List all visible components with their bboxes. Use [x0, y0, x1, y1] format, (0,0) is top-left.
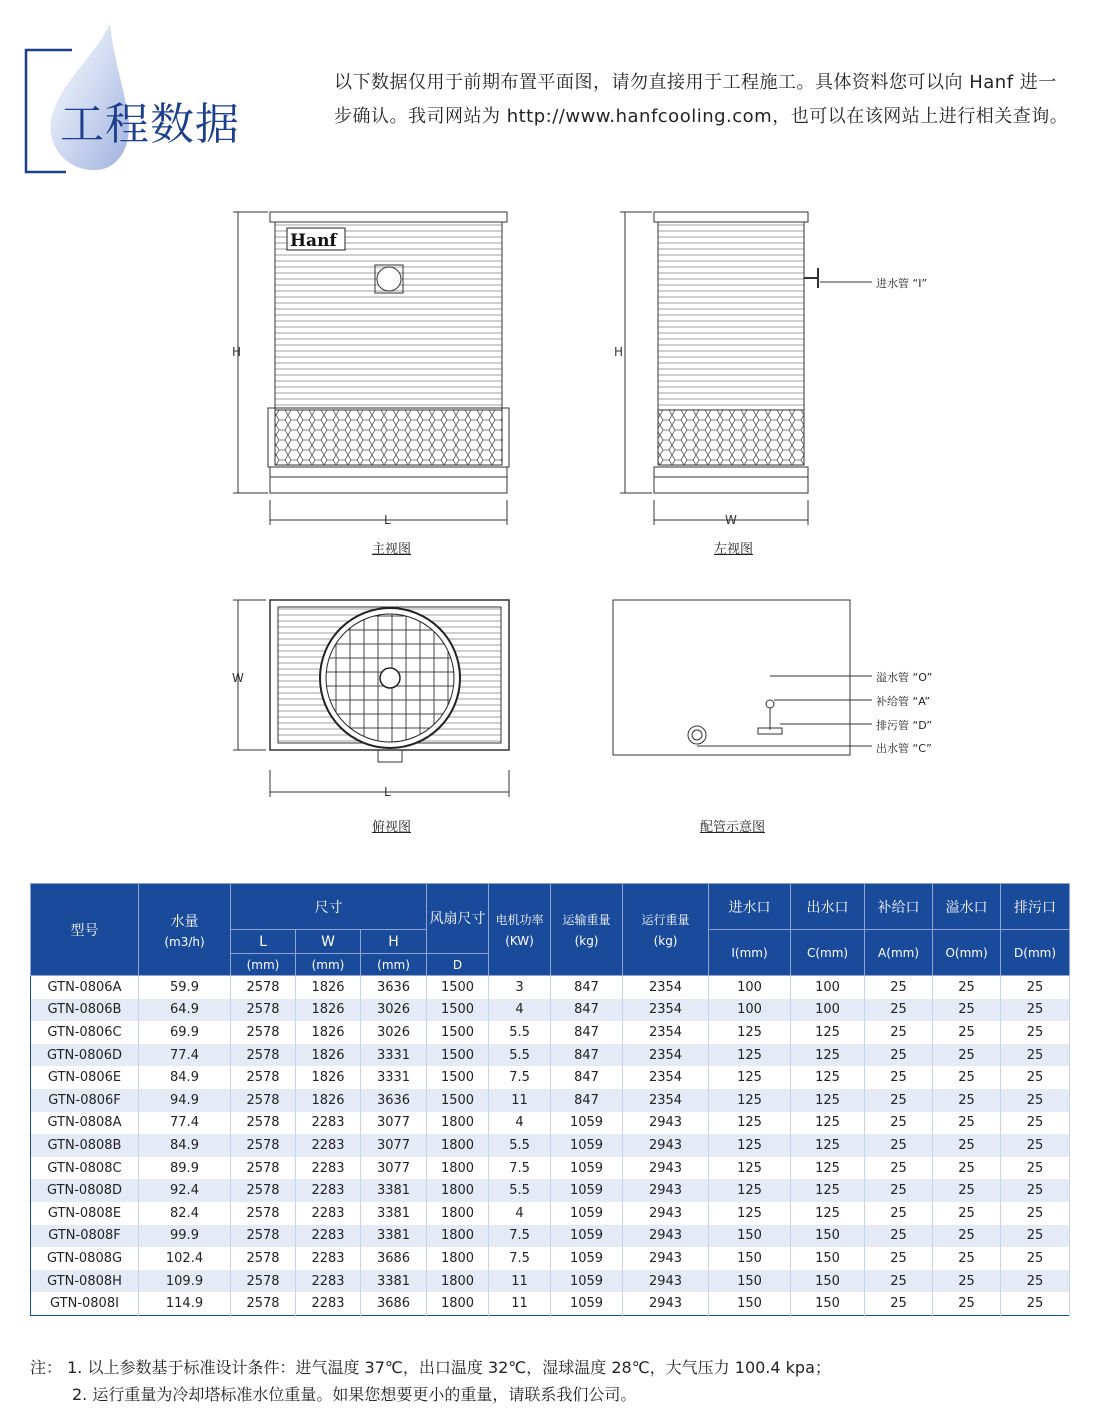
header-makeup-unit: A(mm): [865, 930, 933, 976]
table-cell: 4: [489, 1112, 551, 1135]
table-cell: 125: [709, 1112, 791, 1135]
table-cell: 25: [933, 1202, 1001, 1225]
table-cell: 125: [709, 1134, 791, 1157]
table-cell: 2283: [296, 1247, 361, 1270]
table-cell: 25: [865, 1044, 933, 1067]
notes: [30, 1354, 831, 1408]
table-row: [31, 1089, 1070, 1112]
table-cell: 125: [709, 1044, 791, 1067]
table-cell: 25: [1001, 1066, 1070, 1089]
note-2: 2. 运行重量为冷却塔标准水位重量。如果您想要更小的重量，请联系我们公司。: [72, 1385, 637, 1404]
table-cell: 69.9: [139, 1021, 231, 1044]
table-cell: 1059: [551, 1225, 623, 1248]
table-cell: 2283: [296, 1134, 361, 1157]
table-cell: 1826: [296, 1021, 361, 1044]
header-drain-unit: D(mm): [1001, 930, 1070, 976]
table-cell: 25: [865, 1089, 933, 1112]
table-cell: 1059: [551, 1202, 623, 1225]
header-inlet-unit: I(mm): [709, 930, 791, 976]
header-size: 尺寸: [231, 884, 427, 930]
drawings-svg: [0, 190, 1098, 850]
table-cell: 25: [933, 1066, 1001, 1089]
table-cell: 7.5: [489, 1225, 551, 1248]
table-row: [31, 1247, 1070, 1270]
table-cell: 114.9: [139, 1292, 231, 1315]
dim-l-front: L: [384, 513, 391, 527]
table-cell: 1059: [551, 1134, 623, 1157]
header-model: 型号: [31, 884, 139, 976]
table-cell: 25: [1001, 1292, 1070, 1315]
table-cell: 3077: [361, 1157, 427, 1180]
table-cell: 25: [1001, 1089, 1070, 1112]
table-cell: 3636: [361, 1089, 427, 1112]
table-cell: 11: [489, 1089, 551, 1112]
table-cell: 2943: [623, 1134, 709, 1157]
table-cell: 2943: [623, 1225, 709, 1248]
table-cell: GTN-0806F: [31, 1089, 139, 1112]
table-cell: 1800: [427, 1112, 489, 1135]
table-cell: 59.9: [139, 976, 231, 999]
table-cell: 1059: [551, 1157, 623, 1180]
table-cell: 2578: [231, 999, 296, 1022]
table-cell: 2578: [231, 1021, 296, 1044]
table-cell: 25: [865, 1134, 933, 1157]
spec-table: [30, 883, 1070, 1316]
table-cell: 82.4: [139, 1202, 231, 1225]
table-cell: 25: [1001, 1247, 1070, 1270]
brand-logo: Hanf: [290, 231, 337, 251]
table-cell: 1800: [427, 1134, 489, 1157]
table-row: [31, 1179, 1070, 1202]
table-cell: 1800: [427, 1247, 489, 1270]
table-cell: 2943: [623, 1179, 709, 1202]
header-l-unit: (mm): [231, 954, 296, 976]
outlet-pipe-label: 出水管 “C”: [876, 742, 932, 755]
table-cell: 1826: [296, 1089, 361, 1112]
table-cell: 3026: [361, 999, 427, 1022]
table-cell: 1059: [551, 1179, 623, 1202]
table-cell: 125: [791, 1044, 865, 1067]
table-cell: 3077: [361, 1112, 427, 1135]
technical-drawings: [0, 190, 1098, 850]
table-cell: 2578: [231, 976, 296, 999]
table-cell: GTN-0808C: [31, 1157, 139, 1180]
header-motor-label: 电机功率: [495, 913, 544, 927]
table-cell: 1800: [427, 1292, 489, 1315]
table-cell: 1800: [427, 1202, 489, 1225]
table-cell: 150: [791, 1247, 865, 1270]
spec-table-body: [31, 976, 1070, 1316]
table-cell: 77.4: [139, 1044, 231, 1067]
table-cell: 1059: [551, 1247, 623, 1270]
table-cell: 84.9: [139, 1134, 231, 1157]
table-cell: 150: [791, 1225, 865, 1248]
left-view: [620, 212, 872, 525]
table-cell: 102.4: [139, 1247, 231, 1270]
table-row: [31, 1021, 1070, 1044]
header-h: H: [361, 930, 427, 954]
left-view-label: 左视图: [714, 542, 754, 557]
table-cell: 125: [791, 1157, 865, 1180]
header-h-unit: (mm): [361, 954, 427, 976]
table-cell: 25: [933, 1157, 1001, 1180]
header-fan-d-label: D: [452, 957, 463, 972]
top-view: [233, 600, 509, 797]
note-1: 注： 1. 以上参数基于标准设计条件：进气温度 37℃，出口温度 32℃，湿球温度 28℃，大气压力 100.4 kpa；: [30, 1358, 831, 1377]
table-cell: 25: [933, 1044, 1001, 1067]
table-cell: 125: [791, 1089, 865, 1112]
table-cell: 5.5: [489, 1021, 551, 1044]
table-cell: 25: [865, 999, 933, 1022]
table-row: [31, 1112, 1070, 1135]
table-cell: 1800: [427, 1179, 489, 1202]
table-row: [31, 999, 1070, 1022]
table-cell: 847: [551, 1089, 623, 1112]
table-cell: 125: [709, 1021, 791, 1044]
table-cell: 125: [709, 1066, 791, 1089]
table-cell: 3381: [361, 1270, 427, 1293]
table-cell: 125: [791, 1179, 865, 1202]
table-cell: 847: [551, 1021, 623, 1044]
table-cell: 3331: [361, 1066, 427, 1089]
header-w-unit: (mm): [296, 954, 361, 976]
table-cell: 150: [791, 1292, 865, 1315]
header-motor-unit: (KW): [505, 934, 534, 948]
table-cell: 125: [791, 1066, 865, 1089]
table-cell: 847: [551, 999, 623, 1022]
table-cell: 25: [933, 1247, 1001, 1270]
table-cell: 150: [709, 1270, 791, 1293]
table-cell: 25: [865, 976, 933, 999]
table-cell: GTN-0808E: [31, 1202, 139, 1225]
table-cell: 5.5: [489, 1134, 551, 1157]
table-cell: 2578: [231, 1225, 296, 1248]
table-cell: 125: [791, 1202, 865, 1225]
table-cell: 2283: [296, 1202, 361, 1225]
header-outlet-unit: C(mm): [791, 930, 865, 976]
table-cell: 1500: [427, 1021, 489, 1044]
table-cell: 2283: [296, 1112, 361, 1135]
table-cell: 2943: [623, 1202, 709, 1225]
piping-view: [613, 600, 872, 755]
header-oper-weight: [623, 884, 709, 976]
table-cell: 2578: [231, 1089, 296, 1112]
header-oper-label: 运行重量: [641, 913, 690, 927]
table-cell: 25: [933, 1134, 1001, 1157]
inlet-pipe-label: 进水管 “I”: [876, 277, 928, 290]
table-cell: 7.5: [489, 1066, 551, 1089]
table-cell: 3331: [361, 1044, 427, 1067]
table-cell: 150: [709, 1225, 791, 1248]
table-cell: 25: [1001, 1225, 1070, 1248]
table-row: [31, 1270, 1070, 1293]
table-cell: 1826: [296, 976, 361, 999]
table-cell: 1826: [296, 1044, 361, 1067]
table-cell: 1826: [296, 1066, 361, 1089]
table-cell: 125: [709, 1179, 791, 1202]
table-cell: 2578: [231, 1044, 296, 1067]
table-cell: 109.9: [139, 1270, 231, 1293]
header-l: L: [231, 930, 296, 954]
table-cell: 4: [489, 1202, 551, 1225]
header-motor: [489, 884, 551, 976]
top-view-label: 俯视图: [372, 820, 412, 835]
table-cell: 25: [1001, 976, 1070, 999]
table-cell: 25: [865, 1247, 933, 1270]
table-cell: 92.4: [139, 1179, 231, 1202]
table-row: [31, 976, 1070, 999]
header-flow-label: 水量: [170, 913, 199, 930]
table-cell: 77.4: [139, 1112, 231, 1135]
table-row: [31, 1044, 1070, 1067]
table-cell: 94.9: [139, 1089, 231, 1112]
table-cell: 2283: [296, 1157, 361, 1180]
table-cell: 2578: [231, 1179, 296, 1202]
dim-l-top: L: [384, 785, 391, 799]
table-cell: GTN-0808D: [31, 1179, 139, 1202]
table-cell: 3077: [361, 1134, 427, 1157]
table-cell: 25: [1001, 1134, 1070, 1157]
table-cell: 1800: [427, 1225, 489, 1248]
table-cell: 5.5: [489, 1179, 551, 1202]
table-cell: 125: [709, 1157, 791, 1180]
header-overflow-unit: O(mm): [933, 930, 1001, 976]
header-w: W: [296, 930, 361, 954]
table-cell: GTN-0808F: [31, 1225, 139, 1248]
piping-view-label: 配管示意图: [700, 820, 766, 835]
table-cell: 3381: [361, 1179, 427, 1202]
header-fan: 风扇尺寸: [427, 884, 489, 954]
table-cell: 25: [933, 1270, 1001, 1293]
table-cell: 3381: [361, 1225, 427, 1248]
table-row: [31, 1292, 1070, 1315]
table-cell: 2943: [623, 1292, 709, 1315]
table-cell: 25: [933, 1021, 1001, 1044]
header-fan-d: [427, 954, 489, 976]
table-cell: 25: [1001, 1270, 1070, 1293]
header-ship-unit: (kg): [574, 934, 599, 948]
header-drain: 排污口: [1001, 884, 1070, 930]
table-cell: 3686: [361, 1247, 427, 1270]
header-overflow: 溢水口: [933, 884, 1001, 930]
table-cell: 2578: [231, 1157, 296, 1180]
table-cell: 3636: [361, 976, 427, 999]
table-cell: 2943: [623, 1247, 709, 1270]
table-cell: GTN-0806A: [31, 976, 139, 999]
table-cell: GTN-0808A: [31, 1112, 139, 1135]
overflow-pipe-label: 溢水管 “O”: [876, 671, 933, 684]
table-cell: 11: [489, 1270, 551, 1293]
table-cell: 125: [791, 1021, 865, 1044]
table-cell: 2943: [623, 1112, 709, 1135]
table-cell: 3686: [361, 1292, 427, 1315]
table-cell: 25: [1001, 1112, 1070, 1135]
header-oper-unit: (kg): [653, 934, 678, 948]
header-makeup: 补给口: [865, 884, 933, 930]
header-ship-weight: [551, 884, 623, 976]
table-cell: 2578: [231, 1066, 296, 1089]
table-cell: 25: [865, 1021, 933, 1044]
table-cell: 2578: [231, 1247, 296, 1270]
table-cell: 1800: [427, 1270, 489, 1293]
table-cell: 89.9: [139, 1157, 231, 1180]
table-cell: 7.5: [489, 1157, 551, 1180]
dim-w-top: W: [232, 671, 244, 685]
table-cell: 1500: [427, 1089, 489, 1112]
table-cell: 25: [1001, 1044, 1070, 1067]
table-cell: 2578: [231, 1270, 296, 1293]
table-cell: 150: [791, 1270, 865, 1293]
table-cell: 25: [1001, 999, 1070, 1022]
table-cell: 2354: [623, 1021, 709, 1044]
table-cell: GTN-0806C: [31, 1021, 139, 1044]
table-cell: 25: [865, 1066, 933, 1089]
table-cell: 1826: [296, 999, 361, 1022]
table-cell: 100: [791, 999, 865, 1022]
table-cell: 11: [489, 1292, 551, 1315]
table-cell: 3026: [361, 1021, 427, 1044]
header-flow-unit: (m3/h): [164, 934, 205, 949]
table-cell: 2283: [296, 1270, 361, 1293]
table-row: [31, 1134, 1070, 1157]
table-cell: 847: [551, 1066, 623, 1089]
table-cell: 100: [791, 976, 865, 999]
table-cell: 3: [489, 976, 551, 999]
table-cell: 847: [551, 1044, 623, 1067]
front-view: [233, 212, 509, 525]
table-cell: 1800: [427, 1157, 489, 1180]
table-cell: 847: [551, 976, 623, 999]
table-cell: 125: [709, 1089, 791, 1112]
table-cell: 2578: [231, 1134, 296, 1157]
drain-pipe-label: 排污管 “D”: [876, 719, 933, 732]
table-cell: GTN-0806E: [31, 1066, 139, 1089]
header-flow: [139, 884, 231, 976]
table-cell: 1500: [427, 1066, 489, 1089]
table-row: [31, 1202, 1070, 1225]
table-cell: 25: [865, 1157, 933, 1180]
header-ship-label: 运输重量: [562, 913, 611, 927]
table-cell: 2943: [623, 1270, 709, 1293]
table-cell: 2354: [623, 1066, 709, 1089]
table-cell: 100: [709, 999, 791, 1022]
table-cell: 2283: [296, 1179, 361, 1202]
table-cell: 2283: [296, 1225, 361, 1248]
table-cell: 1059: [551, 1112, 623, 1135]
table-cell: 3381: [361, 1202, 427, 1225]
table-cell: 125: [709, 1202, 791, 1225]
table-cell: 2354: [623, 976, 709, 999]
page-header: [0, 0, 1098, 190]
table-row: [31, 1157, 1070, 1180]
table-cell: 2578: [231, 1292, 296, 1315]
table-cell: 2354: [623, 1044, 709, 1067]
table-cell: GTN-0806B: [31, 999, 139, 1022]
table-cell: 25: [865, 1270, 933, 1293]
table-row: [31, 1066, 1070, 1089]
table-cell: 2354: [623, 999, 709, 1022]
dim-h-front: H: [232, 345, 242, 359]
table-cell: 25: [1001, 1179, 1070, 1202]
intro-text: 以下数据仅用于前期布置平面图，请勿直接用于工程施工。具体资料您可以向 Hanf 进一步确认。我司网站为 http://www.hanfcooling.com，也可以在该网站上进行相关查询。: [334, 72, 1069, 127]
table-cell: 150: [709, 1292, 791, 1315]
table-cell: 25: [933, 1112, 1001, 1135]
table-cell: 25: [1001, 1157, 1070, 1180]
table-cell: 2943: [623, 1157, 709, 1180]
table-cell: 2354: [623, 1089, 709, 1112]
table-cell: GTN-0808G: [31, 1247, 139, 1270]
table-cell: 2578: [231, 1112, 296, 1135]
table-cell: 1059: [551, 1292, 623, 1315]
makeup-pipe-label: 补给管 “A”: [876, 695, 931, 708]
table-cell: 125: [791, 1112, 865, 1135]
table-cell: 1500: [427, 1044, 489, 1067]
table-cell: GTN-0808B: [31, 1134, 139, 1157]
table-cell: 2283: [296, 1292, 361, 1315]
table-cell: 25: [933, 1292, 1001, 1315]
table-cell: 84.9: [139, 1066, 231, 1089]
table-cell: 25: [933, 999, 1001, 1022]
table-cell: 25: [865, 1292, 933, 1315]
table-cell: 150: [709, 1247, 791, 1270]
header-inlet: 进水口: [709, 884, 791, 930]
front-view-label: 主视图: [372, 542, 412, 557]
dim-h-left: H: [614, 345, 624, 359]
table-cell: 25: [865, 1202, 933, 1225]
table-cell: 25: [865, 1225, 933, 1248]
table-cell: 25: [865, 1179, 933, 1202]
table-cell: GTN-0806D: [31, 1044, 139, 1067]
table-cell: GTN-0808H: [31, 1270, 139, 1293]
table-cell: 99.9: [139, 1225, 231, 1248]
table-cell: 1500: [427, 976, 489, 999]
table-cell: 25: [933, 1179, 1001, 1202]
page-title: 工程数据: [60, 99, 240, 150]
table-cell: 7.5: [489, 1247, 551, 1270]
table-cell: 100: [709, 976, 791, 999]
table-cell: 1059: [551, 1270, 623, 1293]
table-cell: 25: [933, 1225, 1001, 1248]
table-cell: 25: [933, 976, 1001, 999]
table-cell: 25: [1001, 1021, 1070, 1044]
dim-w-left: W: [725, 513, 737, 527]
table-cell: GTN-0808I: [31, 1292, 139, 1315]
table-row: [31, 1225, 1070, 1248]
table-cell: 25: [1001, 1202, 1070, 1225]
table-cell: 64.9: [139, 999, 231, 1022]
table-cell: 4: [489, 999, 551, 1022]
table-cell: 25: [865, 1112, 933, 1135]
table-cell: 5.5: [489, 1044, 551, 1067]
table-cell: 25: [933, 1089, 1001, 1112]
table-cell: 2578: [231, 1202, 296, 1225]
table-cell: 125: [791, 1134, 865, 1157]
header-outlet: 出水口: [791, 884, 865, 930]
table-cell: 1500: [427, 999, 489, 1022]
